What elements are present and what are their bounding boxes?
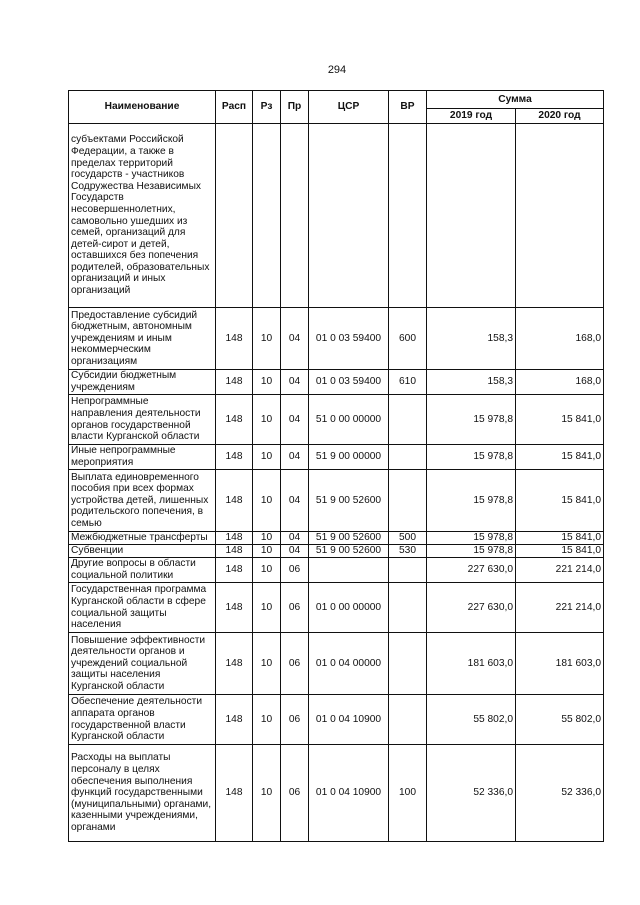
row-pr: 04 (281, 545, 309, 558)
header-rz: Рз (253, 91, 281, 124)
row-pr: 04 (281, 395, 309, 445)
table-row (69, 395, 604, 445)
row-csr: 01 0 04 10900 (309, 695, 389, 745)
row-2019: 227 630,0 (427, 558, 516, 583)
row-rasp: 148 (216, 695, 253, 745)
row-csr (309, 124, 389, 308)
row-2020: 15 841,0 (516, 445, 604, 470)
row-rasp: 148 (216, 308, 253, 370)
row-rasp: 148 (216, 745, 253, 842)
row-2020 (516, 124, 604, 308)
row-name: Обеспечение деятельности аппарата органов государственной власти Курганской области (69, 695, 216, 745)
row-pr: 06 (281, 695, 309, 745)
table-row (69, 470, 604, 532)
table-row (69, 445, 604, 470)
row-2020: 15 841,0 (516, 532, 604, 545)
row-csr: 51 9 00 52600 (309, 545, 389, 558)
row-2019: 52 336,0 (427, 745, 516, 842)
row-2019: 15 978,8 (427, 532, 516, 545)
row-rasp: 148 (216, 395, 253, 445)
row-vr (389, 470, 427, 532)
budget-table (68, 90, 604, 842)
row-vr: 610 (389, 370, 427, 395)
table-row (69, 633, 604, 695)
row-rz: 10 (253, 445, 281, 470)
table-row (69, 124, 604, 308)
row-vr (389, 633, 427, 695)
row-rasp: 148 (216, 470, 253, 532)
header-rasp: Расп (216, 91, 253, 124)
row-pr (281, 124, 309, 308)
row-name: Другие вопросы в области социальной политики (69, 558, 216, 583)
row-vr: 600 (389, 308, 427, 370)
row-rz: 10 (253, 395, 281, 445)
row-rasp: 148 (216, 545, 253, 558)
row-pr: 04 (281, 370, 309, 395)
row-2019: 15 978,8 (427, 470, 516, 532)
row-vr (389, 695, 427, 745)
row-rz: 10 (253, 545, 281, 558)
row-rasp: 148 (216, 532, 253, 545)
row-rz: 10 (253, 583, 281, 633)
row-2019: 15 978,8 (427, 395, 516, 445)
row-rasp: 148 (216, 633, 253, 695)
row-name: Предоставление субсидий бюджетным, автономным учреждениям и иным некоммерческим организациям (69, 308, 216, 370)
row-name: Расходы на выплаты персоналу в целях обеспечения выполнения функций государственными (муниципальными) органами, казенными учреждениями, органами (69, 745, 216, 842)
row-rz: 10 (253, 308, 281, 370)
row-pr: 04 (281, 445, 309, 470)
row-vr (389, 445, 427, 470)
row-rasp (216, 124, 253, 308)
row-vr (389, 124, 427, 308)
header-sum: Сумма (427, 91, 604, 109)
row-2019: 55 802,0 (427, 695, 516, 745)
row-vr (389, 395, 427, 445)
header-csr: ЦСР (309, 91, 389, 124)
row-2020: 181 603,0 (516, 633, 604, 695)
row-rasp: 148 (216, 558, 253, 583)
row-2019: 15 978,8 (427, 545, 516, 558)
row-vr: 100 (389, 745, 427, 842)
header-year-2019: 2019 год (427, 109, 516, 124)
row-rasp: 148 (216, 370, 253, 395)
row-2019: 158,3 (427, 308, 516, 370)
row-csr: 51 9 00 00000 (309, 445, 389, 470)
row-2020: 221 214,0 (516, 583, 604, 633)
row-rasp: 148 (216, 445, 253, 470)
row-pr: 06 (281, 583, 309, 633)
row-name: Повышение эффективности деятельности органов и учреждений социальной защиты населения Курганской области (69, 633, 216, 695)
row-rz: 10 (253, 470, 281, 532)
table-row (69, 583, 604, 633)
table-row (69, 370, 604, 395)
row-csr (309, 558, 389, 583)
row-pr: 06 (281, 633, 309, 695)
row-2020: 221 214,0 (516, 558, 604, 583)
table-row (69, 558, 604, 583)
row-2020: 168,0 (516, 370, 604, 395)
row-2019: 15 978,8 (427, 445, 516, 470)
row-2020: 15 841,0 (516, 545, 604, 558)
row-pr: 04 (281, 308, 309, 370)
row-vr: 530 (389, 545, 427, 558)
header-year-2020: 2020 год (516, 109, 604, 124)
row-csr: 01 0 03 59400 (309, 308, 389, 370)
row-csr: 51 9 00 52600 (309, 532, 389, 545)
row-csr: 51 0 00 00000 (309, 395, 389, 445)
row-vr: 500 (389, 532, 427, 545)
row-name: Иные непрограммные мероприятия (69, 445, 216, 470)
row-2019: 158,3 (427, 370, 516, 395)
row-2020: 55 802,0 (516, 695, 604, 745)
row-name: субъектами Российской Федерации, а также в пределах территорий государств - участников Содружества Независимых Государств несовершеннолетних, самовольно ушедших из семей, организаций для детей-сирот и детей, оставшихся без попечения родителей, образовательных организаций и иных организаций (69, 124, 216, 308)
row-name: Государственная программа Курганской области в сфере социальной защиты населения (69, 583, 216, 633)
row-vr (389, 583, 427, 633)
row-name: Межбюджетные трансферты (69, 532, 216, 545)
row-name: Непрограммные направления деятельности органов государственной власти Курганской области (69, 395, 216, 445)
row-csr: 01 0 03 59400 (309, 370, 389, 395)
row-csr: 01 0 00 00000 (309, 583, 389, 633)
row-csr: 01 0 04 10900 (309, 745, 389, 842)
row-2020: 15 841,0 (516, 395, 604, 445)
row-csr: 51 9 00 52600 (309, 470, 389, 532)
row-2019: 227 630,0 (427, 583, 516, 633)
table-row (69, 308, 604, 370)
row-pr: 06 (281, 745, 309, 842)
row-2020: 168,0 (516, 308, 604, 370)
table-row (69, 545, 604, 558)
row-name: Субвенции (69, 545, 216, 558)
header-name: Наименование (69, 91, 216, 124)
row-rz: 10 (253, 532, 281, 545)
row-rz: 10 (253, 558, 281, 583)
header-pr: Пр (281, 91, 309, 124)
row-vr (389, 558, 427, 583)
row-2020: 15 841,0 (516, 470, 604, 532)
row-2019 (427, 124, 516, 308)
table-row (69, 695, 604, 745)
table-row (69, 532, 604, 545)
page-number: 294 (327, 64, 347, 76)
row-rz: 10 (253, 633, 281, 695)
table-row (69, 745, 604, 842)
row-rz: 10 (253, 370, 281, 395)
row-pr: 04 (281, 470, 309, 532)
row-2020: 52 336,0 (516, 745, 604, 842)
row-pr: 06 (281, 558, 309, 583)
row-pr: 04 (281, 532, 309, 545)
row-csr: 01 0 04 00000 (309, 633, 389, 695)
row-rz: 10 (253, 695, 281, 745)
header-vr: ВР (389, 91, 427, 124)
row-name: Субсидии бюджетным учреждениям (69, 370, 216, 395)
row-rz (253, 124, 281, 308)
row-name: Выплата единовременного пособия при всех формах устройства детей, лишенных родительского попечения, в семью (69, 470, 216, 532)
row-rasp: 148 (216, 583, 253, 633)
row-rz: 10 (253, 745, 281, 842)
row-2019: 181 603,0 (427, 633, 516, 695)
